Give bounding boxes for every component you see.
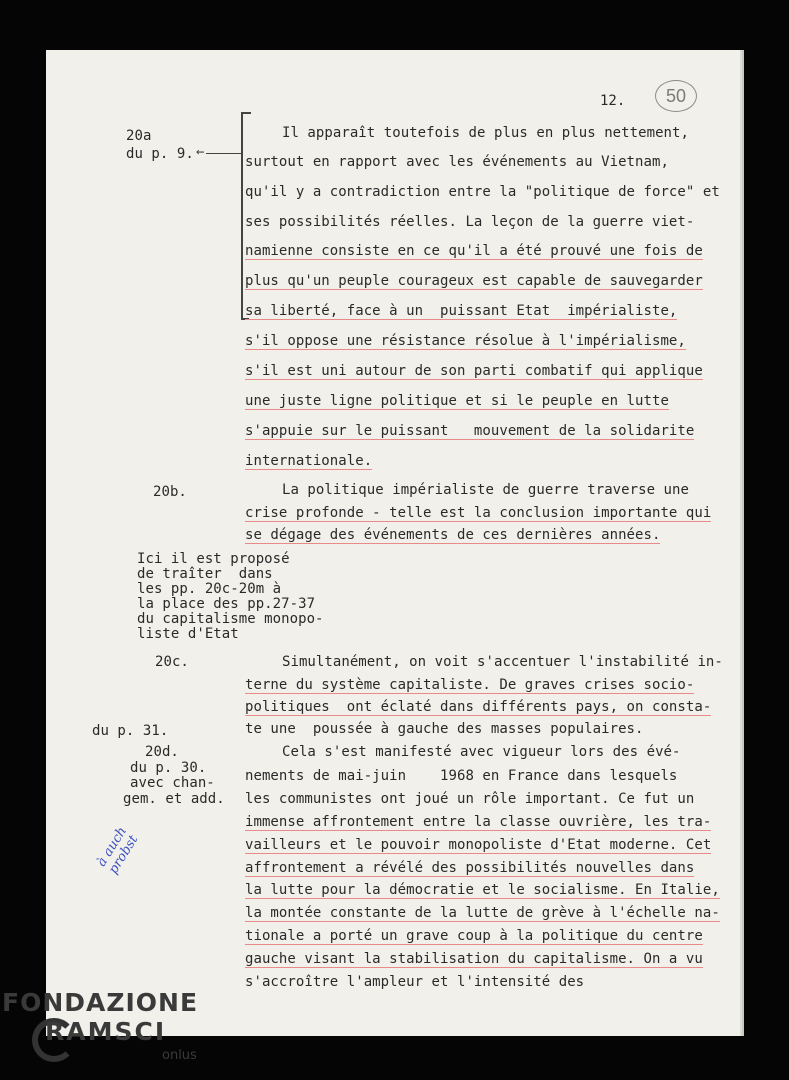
- text-line: qu'il y a contradiction entre la "politique de force" et: [245, 184, 720, 200]
- margin-proposal-line: de traîter dans: [137, 566, 273, 582]
- text-line: se dégage des événements de ces dernières années.: [245, 527, 661, 543]
- watermark-onlus: onlus: [162, 1048, 197, 1063]
- margin-arrow: [206, 153, 242, 154]
- text-line: immense affrontement entre la classe ouvrière, les tra-: [245, 814, 712, 830]
- text-line: s'appuie sur le puissant mouvement de la solidarite: [245, 423, 695, 439]
- text-line: la montée constante de la lutte de grève à l'échelle na-: [245, 905, 720, 921]
- text-line: te une poussée à gauche des masses populaires.: [245, 721, 644, 737]
- handwritten-note: à auch probst: [94, 824, 142, 877]
- margin-note-20d: du p. 30.: [130, 760, 207, 776]
- text-line: s'accroître l'ampleur et l'intensité des: [245, 974, 585, 990]
- text-line: La politique impérialiste de guerre traverse une: [282, 482, 689, 498]
- watermark-text-2: RAMSCI: [45, 1017, 167, 1046]
- arrow-left-icon: ←: [196, 144, 205, 160]
- margin-note-20a-ref: du p. 9.: [126, 146, 194, 162]
- margin-note-20a: 20a: [126, 128, 152, 144]
- text-line: les communistes ont joué un rôle important. Ce fut un: [245, 791, 695, 807]
- text-line: affrontement a révélé des possibilités nouvelles dans: [245, 860, 695, 876]
- margin-note-20d: 20d.: [145, 744, 179, 760]
- margin-note-20b: 20b.: [153, 484, 187, 500]
- margin-bracket: [241, 112, 243, 319]
- text-line: gauche visant la stabilisation du capitalisme. On a vu: [245, 951, 703, 967]
- margin-note-ref31: du p. 31.: [92, 723, 169, 739]
- text-line: Il apparaît toutefois de plus en plus nettement,: [282, 125, 689, 141]
- circled-page-number: 50: [655, 80, 697, 112]
- document-page: [46, 50, 740, 1036]
- margin-note-20d: avec chan-: [130, 775, 215, 791]
- text-line: tionale a porté un grave coup à la politique du centre: [245, 928, 703, 944]
- margin-proposal-line: les pp. 20c-20m à: [137, 581, 282, 597]
- text-line: internationale.: [245, 453, 373, 469]
- text-line: surtout en rapport avec les événements au Vietnam,: [245, 154, 669, 170]
- text-line: ses possibilités réelles. La leçon de la guerre viet-: [245, 214, 695, 230]
- page-number: 12.: [600, 93, 626, 109]
- text-line: crise profonde - telle est la conclusion importante qui: [245, 505, 712, 521]
- margin-note-20c: 20c.: [155, 654, 189, 670]
- margin-note-20d: gem. et add.: [123, 791, 225, 807]
- text-line: politiques ont éclaté dans différents pays, on consta-: [245, 699, 712, 715]
- margin-proposal-line: liste d'Etat: [137, 626, 239, 642]
- text-line: la lutte pour la démocratie et le socialisme. En Italie,: [245, 882, 720, 898]
- text-line: vailleurs et le pouvoir monopoliste d'Etat moderne. Cet: [245, 837, 712, 853]
- text-line: Cela s'est manifesté avec vigueur lors des évé-: [282, 744, 681, 760]
- text-line: namienne consiste en ce qu'il a été prouvé une fois de: [245, 243, 703, 259]
- margin-bracket-top: [241, 112, 251, 114]
- text-line: plus qu'un peuple courageux est capable de sauvegarder: [245, 273, 703, 289]
- text-line: s'il est uni autour de son parti combatif qui applique: [245, 363, 703, 379]
- text-line: s'il oppose une résistance résolue à l'impérialisme,: [245, 333, 686, 349]
- margin-proposal-line: la place des pp.27-37: [137, 596, 316, 612]
- text-line: terne du système capitaliste. De graves crises socio-: [245, 677, 695, 693]
- margin-proposal-line: Ici il est proposé: [137, 551, 290, 567]
- text-line: Simultanément, on voit s'accentuer l'instabilité in-: [282, 654, 723, 670]
- text-line: une juste ligne politique et si le peuple en lutte: [245, 393, 669, 409]
- text-line: nements de mai-juin 1968 en France dans lesquels: [245, 768, 678, 784]
- watermark-text: FONDAZIONE: [2, 988, 199, 1017]
- margin-proposal-line: du capitalisme monopo-: [137, 611, 324, 627]
- text-line: sa liberté, face à un puissant Etat impérialiste,: [245, 303, 678, 319]
